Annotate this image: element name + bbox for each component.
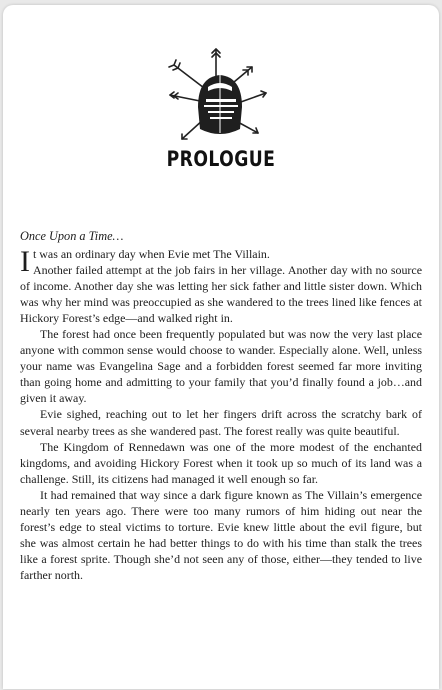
paragraph: The Kingdom of Rennedawn was one of the more modest of the enchanted kingdoms, and avoiding Hickory Forest when it took up so much of its land was a challenge. Still, its citizens had managed it well enough so far. bbox=[20, 439, 422, 486]
body-text bbox=[20, 246, 422, 583]
paragraph: The forest had once been frequently populated but was now the very last place anyone with common sense would choose to wander. Especially alone. Well, unless your name was Evangelina Sage and a forbidden forest seemed far more inviting than going home and admitting to your family that you’d finally found a job…and given it away. bbox=[20, 327, 422, 406]
paragraph: Evie sighed, reaching out to let her fingers drift across the scratchy bark of several nearby trees as she wandered past. The forest really was quite beautiful. bbox=[20, 407, 422, 438]
section-subtitle: Once Upon a Time… bbox=[20, 229, 124, 243]
paragraph: It had remained that way since a dark figure known as The Villain’s emergence nearly ten years ago. There were too many rumors of him hiding out near the forest’s edge to steal victims to torture. Evie knew little about the evil figure, but she was almost certain he had better things to do with his time than stalk the trees like a forest sprite. Though she’d not seen any of those, either—they tended to live farther north. bbox=[20, 487, 422, 582]
first-paragraph-rest: Another failed attempt at the job fairs in her village. Another day with no source of income. Another day she was letting her sick father and little sister down. Which was why her mind was preoccupied as she wandered to the trees lined like fences at Hickory Forest’s edge—and walked right in. bbox=[20, 263, 422, 326]
knight-helmet-with-arrows-icon bbox=[168, 47, 270, 147]
chapter-title: PROLOGUE bbox=[166, 147, 276, 171]
drop-cap: I bbox=[20, 245, 30, 278]
first-paragraph bbox=[20, 246, 422, 326]
opening-line: t was an ordinary day when Evie met The Villain. bbox=[33, 247, 270, 261]
